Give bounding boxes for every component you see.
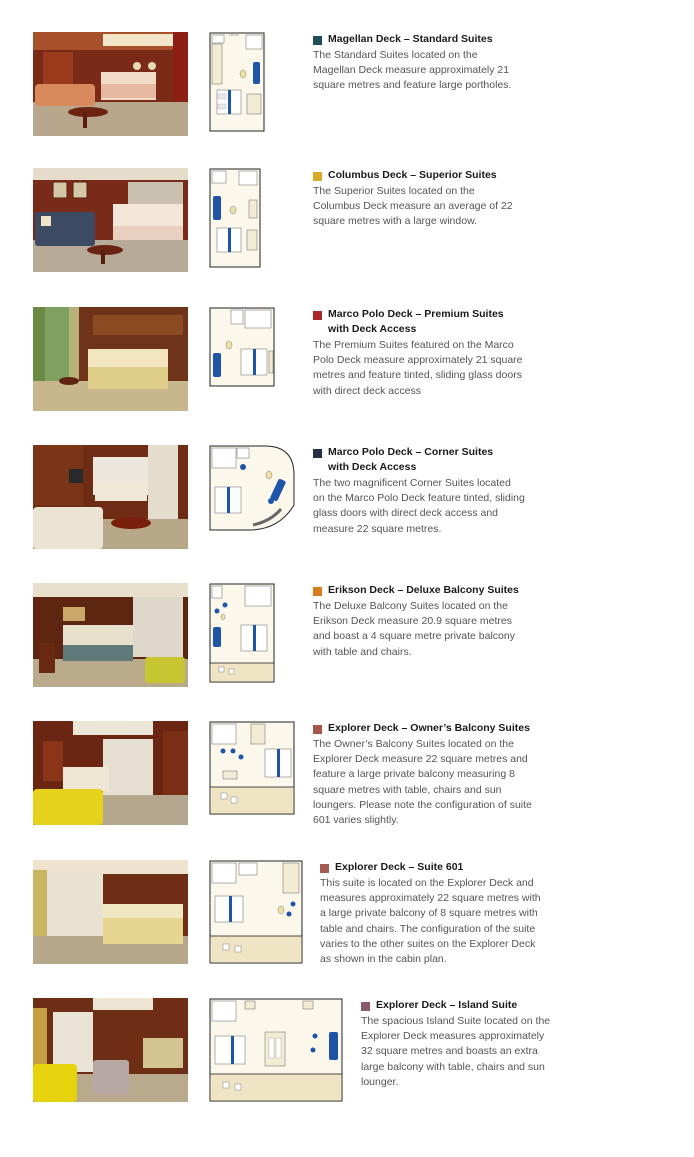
deck-color-swatch — [313, 449, 322, 458]
suite-photo — [33, 168, 188, 272]
suite-photo — [33, 445, 188, 549]
deck-color-swatch — [313, 36, 322, 45]
suite-title — [328, 307, 504, 337]
suite-title — [328, 445, 493, 475]
suite-title-line1: Marco Polo Deck – Corner Suites — [328, 446, 494, 458]
suite-title: Magellan Deck – Standard Suites — [328, 33, 493, 45]
suite-description: The Premium Suites featured on the Marco Polo Deck measure approximately 21 square metres and feature tinted, sliding glass doors with direct deck access — [313, 339, 523, 397]
suite-title: Explorer Deck – Island Suite — [376, 999, 518, 1011]
suite-description: The two magnificent Corner Suites located on the Marco Polo Deck feature tinted, sliding glass doors with direct deck access and measure 22 square metres. — [313, 477, 525, 535]
suite-title-line1: Marco Polo Deck – Premium Suites — [328, 308, 504, 320]
deck-color-swatch — [361, 1002, 370, 1011]
deck-color-swatch — [320, 864, 329, 873]
suite-title: Explorer Deck – Owner’s Balcony Suites — [328, 722, 530, 734]
cabin-plan — [209, 32, 265, 132]
cabin-plan — [209, 860, 303, 964]
suite-title-line2: with Deck Access — [328, 323, 417, 335]
suite-photo — [33, 32, 188, 136]
deck-color-swatch — [313, 725, 322, 734]
cabin-plan — [209, 998, 343, 1102]
suite-photo — [33, 721, 188, 825]
suite-title: Erikson Deck – Deluxe Balcony Suites — [328, 584, 519, 596]
suite-photo — [33, 860, 188, 964]
suite-title: Explorer Deck – Suite 601 — [335, 861, 464, 873]
suite-title: Columbus Deck – Superior Suites — [328, 169, 497, 181]
suite-description: This suite is located on the Explorer Deck and measures approximately 22 square metres with a large private balcony of 8 square metres with table and chairs. The configuration of the suite varies to the other suites on the Explorer Deck as shown in the cabin plan. — [320, 877, 541, 966]
cabin-plan — [209, 583, 275, 683]
suite-title-line2: with Deck Access — [328, 461, 417, 473]
suite-description: The Deluxe Balcony Suites located on the Erikson Deck measure 20.9 square metres and boast a 4 square metre private balcony with table and chairs. — [313, 600, 515, 658]
suite-description: The spacious Island Suite located on the Explorer Deck measures approximately 32 square metres and boasts an extra large balcony with table, chairs and sun lounger. — [361, 1015, 551, 1088]
suite-photo — [33, 307, 188, 411]
cabin-plan — [209, 168, 261, 268]
deck-color-swatch — [313, 311, 322, 320]
deck-color-swatch — [313, 587, 322, 596]
suite-photo — [33, 583, 188, 687]
suite-description: The Standard Suites located on the Magellan Deck measure approximately 21 square metres and feature large portholes. — [313, 49, 512, 92]
deck-color-swatch — [313, 172, 322, 181]
suite-description: The Owner’s Balcony Suites located on the Explorer Deck measure 22 square metres and feature a large private balcony measuring 8 square metres with table, chairs and sun loungers. Please note the configuration of suite 601 varies slightly. — [313, 738, 532, 827]
suite-description: The Superior Suites located on the Columbus Deck measure an average of 22 square metres with a large window. — [313, 185, 513, 228]
suite-photo — [33, 998, 188, 1102]
cabin-plan — [209, 721, 295, 815]
cabin-plan — [209, 445, 295, 531]
cabin-plan — [209, 307, 275, 387]
